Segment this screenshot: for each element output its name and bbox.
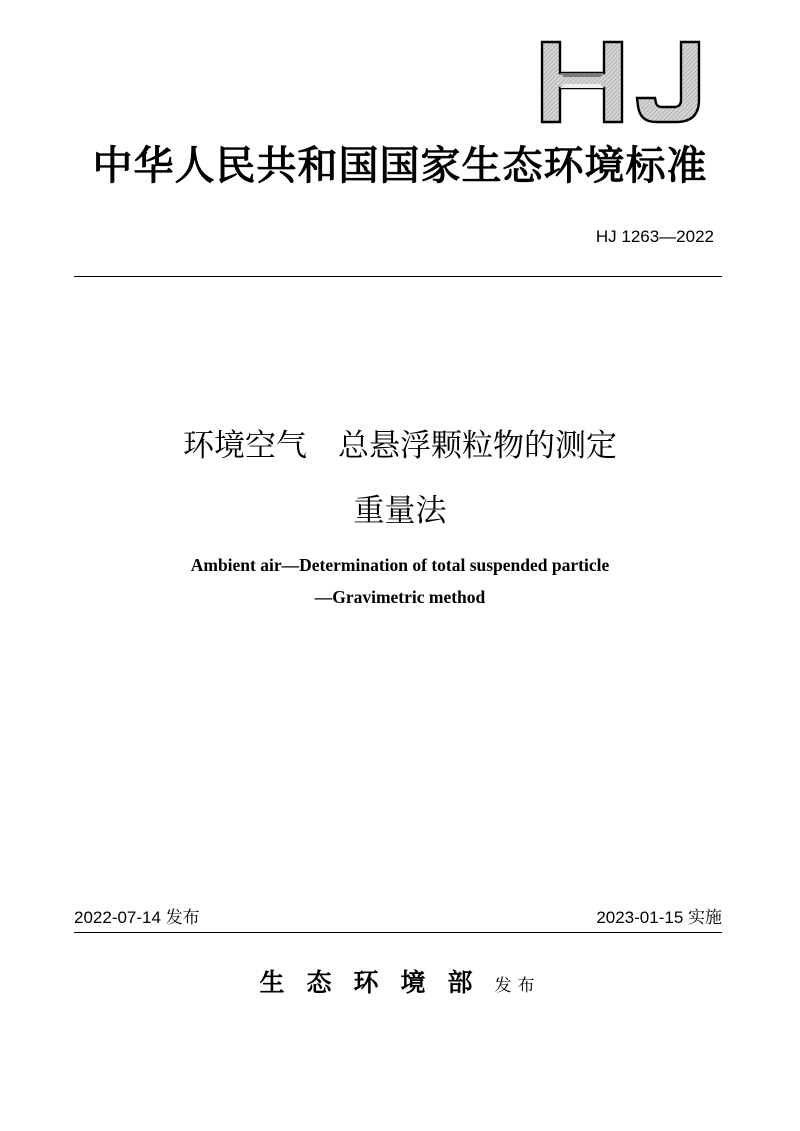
bottom-divider — [74, 932, 722, 933]
standard-number: HJ 1263—2022 — [595, 227, 714, 246]
publisher-line — [0, 965, 800, 1004]
standard-organization-title: 中华人民共和国国家生态环境标准 — [92, 142, 708, 189]
top-divider — [74, 276, 722, 277]
hj-logo — [540, 40, 705, 124]
logo-letter-h — [542, 42, 622, 122]
logo-letter-j — [637, 42, 699, 122]
publisher-suffix: 发布 — [494, 976, 541, 996]
publisher-name: 生态环境部 — [259, 968, 495, 997]
issue-date: 2022-07-14 发布 — [74, 908, 200, 927]
title-chinese-line2: 重量法 — [353, 493, 447, 529]
title-chinese-line1: 环境空气 总悬浮颗粒物的测定 — [183, 428, 617, 464]
title-english-line2: —Gravimetric method — [314, 587, 486, 607]
implementation-date: 2023-01-15 实施 — [596, 908, 722, 927]
title-english-line1: Ambient air—Determination of total suspended particle — [190, 555, 610, 575]
